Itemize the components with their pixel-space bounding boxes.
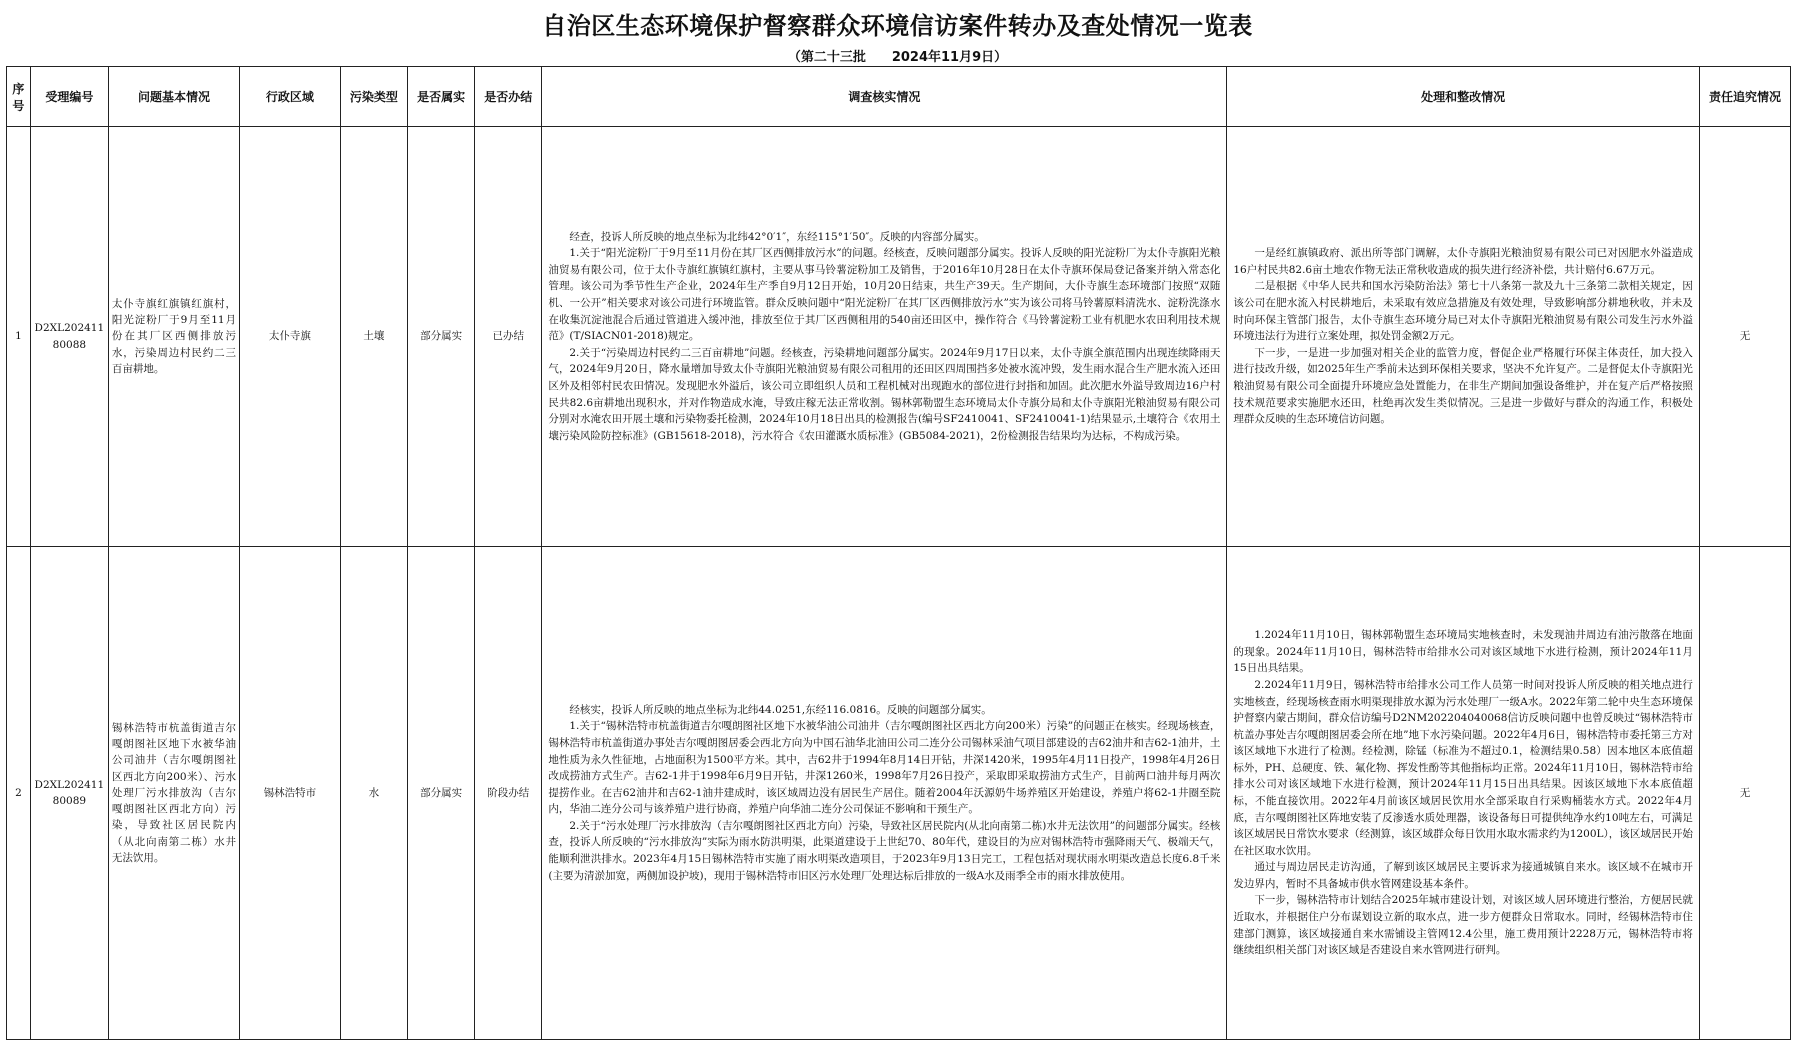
investigation-paragraph: 1.关于“阳光淀粉厂于9月至11月份在其厂区西侧排放污水”的问题。经核查，反映问题部分属实。投诉人反映的阳光淀粉厂为太仆寺旗阳光粮油贸易有限公司，位于太仆寺旗红旗镇红旗村，主要从事马铃薯淀粉加工及销售，于2016年10月28日在太仆寺旗环保局登记备案并纳入常态化管理。该公司为季节性生产企业，2024年生产季自9月12日开始，10月20日结束，共生产39天。生产期间，大仆寺旗生态环境部门按照“双随机、一公开”相关要求对该公司进行环境监管。群众反映问题中“阳光淀粉厂在其厂区西侧排放污水”实为该公司将马铃薯原料清洗水、淀粉洗涤水在收集沉淀池混合后通过管道进入缓冲池，排放至位于其厂区西侧租用的540亩还田区中，操作符合《马铃薯淀粉工业有机肥水农田利用技术规范》(T/SIACN01-2018)规定。 bbox=[548, 247, 1221, 343]
handling-paragraph: 1.2024年11月10日，锡林郭勒盟生态环境局实地核查时，未发现油井周边有油污散落在地面的现象。2024年11月10日，锡林浩特市给排水公司对该区域地下水进行检测，预计2024年11月15日出具结果。 bbox=[1233, 629, 1693, 675]
row-number: 1 bbox=[7, 127, 31, 547]
handling-details bbox=[1227, 127, 1700, 547]
handling-paragraph: 下一步，锡林浩特市计划结合2025年城市建设计划，对该区域人居环境进行整治，方便居民就近取水，并根据住户分布谋划设立新的取水点，进一步方便群众日常取水。同时，经锡林浩特市住建部门测算，该区域接通自来水需铺设主管网12.4公里，施工费用预计2228万元，锡林浩特市将继续组织相关部门对该区域是否建设自来水管网进行研判。 bbox=[1233, 894, 1693, 957]
header-cell: 责任追究情况 bbox=[1699, 67, 1790, 127]
region: 锡林浩特市 bbox=[240, 547, 341, 1040]
header-cell: 是否办结 bbox=[475, 67, 542, 127]
table-row bbox=[7, 547, 1791, 1040]
table-row bbox=[7, 127, 1791, 547]
handling-paragraph: 一是经红旗镇政府、派出所等部门调解，太仆寺旗阳光粮油贸易有限公司已对因肥水外溢造成16户村民共82.6亩土地农作物无法正常秋收造成的损失进行经济补偿，共计赔付6.67万元。 bbox=[1233, 247, 1693, 276]
completion-status: 阶段办结 bbox=[475, 547, 542, 1040]
header-cell: 行政区域 bbox=[240, 67, 341, 127]
handling-paragraph: 下一步，一是进一步加强对相关企业的监管力度，督促企业严格履行环保主体责任，加大投入进行技改升级，如2025年生产季前未达到环保相关要求，坚决不允许复产。二是督促太仆寺旗阳光粮油贸易有限公司全面提升环境应急处置能力，在非生产期间加强设备维护，并在复产后严格按照技术规范要求实施肥水还田，杜绝再次发生类似情况。三是进一步做好与群众的沟通工作，积极处理群众反映的生态环境信访问题。 bbox=[1233, 346, 1693, 426]
case-id: D2XL20241180089 bbox=[30, 547, 108, 1040]
pollution-type: 土壤 bbox=[340, 127, 407, 547]
problem-description: 锡林浩特市杭盖街道吉尔嘎朗图社区地下水被华油公司油井（吉尔嘎朗图社区西北方向200米）、污水处理厂污水排放沟（吉尔嘎朗图社区西北方向）污染，导致社区居民院内（从北向南第二栋）水井无法饮用。 bbox=[108, 547, 239, 1040]
row-number: 2 bbox=[7, 547, 31, 1040]
header-cell: 调查核实情况 bbox=[542, 67, 1227, 127]
verified-status: 部分属实 bbox=[408, 547, 475, 1040]
pollution-type: 水 bbox=[340, 547, 407, 1040]
header-cell: 问题基本情况 bbox=[108, 67, 239, 127]
accountability: 无 bbox=[1699, 127, 1790, 547]
completion-status: 已办结 bbox=[475, 127, 542, 547]
investigation-paragraph: 2.关于“污染周边村民约二三百亩耕地”问题。经核查，污染耕地问题部分属实。2024年9月17日以来，太仆寺旗全旗范围内出现连续降雨天气，2024年9月20日，降水量增加导致太仆寺旗阳光粮油贸易有限公司租用的还田区四周围挡多处被水流冲毁，发生雨水混合生产肥水流入还田区外及相邻村民农田情况。发现肥水外溢后，该公司立即组织人员和工程机械对出现跑水的部位进行封指和加固。此次肥水外溢导致周边16户村民共82.6亩耕地出现积水，并对作物造成水淹，导致庄稼无法正常收割。锡林郭勒盟生态环境局太仆寺旗分局和太仆寺旗阳光粮油贸易有限公司分别对水淹农田开展土壤和污染物委托检测，2024年10月18日出具的检测报告(编号SF2410041、SF2410041-1)结果显示,土壤符合《农用土壤污染风险防控标准》(GB15618-2018)，污水符合《农田灌溉水质标准》(GB5084-2021)，2份检测报告结果均为达标，不构成污染。 bbox=[548, 346, 1221, 442]
header-cell: 序号 bbox=[7, 67, 31, 127]
handling-paragraph: 2.2024年11月9日，锡林浩特市给排水公司工作人员第一时间对投诉人所反映的相关地点进行实地核查，经现场核查雨水明渠现排放水源为污水处理厂一级A水。2022年第二轮中央生态环境保护督察内蒙古期间，群众信访编号D2NM202204040068信访反映问题中也曾反映过“锡林浩特市杭盖办事处吉尔嘎朗图居委会所在地”地下水污染问题。2022年4月6日，锡林浩特市委托第三方对该区域地下水进行了检测。经检测，除锰（标准为不超过0.1，检测结果0.58）因本地区本底值超标外，PH、总硬度、铁、氟化物、挥发性酚等其他指标均正常。2024年11月10日，锡林浩特市给排水公司对该区域地下水进行检测，预计2024年11月15日出具结果。因该区域地下水本底值超标，不能直接饮用。2022年4月前该区域居民饮用水全部采取自行采购桶装水方式。2022年4月底，吉尔嘎朗图社区阵地安装了反渗透水质处理器，该设备每日可提供纯净水约10吨左右，可满足该区域居民日常饮水要求（经测算，该区域群众每日饮用水取水需求约为1200L），该区域居民开始在社区取水饮用。 bbox=[1233, 678, 1693, 857]
investigation-paragraph: 1.关于“锡林浩特市杭盖街道吉尔嘎朗图社区地下水被华油公司油井（吉尔嘎朗图社区西北方向200米）污染”的问题正在核实。经现场核查，锡林浩特市杭盖街道办事处吉尔嘎朗图居委会西北方向为中国石油华北油田公司二连分公司锡林采油气项目部建设的吉62油井和吉62-1油井，土地性质为永久性征地，占地面积为1500平方米。其中，吉62井于1994年8月14日开钻，井深1420米，1995年4月11日投产，1998年4月26日改成捞油方式生产。吉62-1井于1998年6月9日开钻，井深1260米，1998年7月26日投产，采取即采取捞油方式生产，目前两口油井每月两次提捞作业。在吉62油井和吉62-1油井建成时，该区域周边没有居民生产居住。随着2004年沃源奶牛场养殖区开始建设，养殖户将62-1井圈至院内，华油二连分公司与该养殖户进行协商，养殖户向华油二连分公司保证不影响和干预生产。 bbox=[548, 720, 1221, 816]
investigation-paragraph: 经核实，投诉人所反映的地点坐标为北纬44.0251,东经116.0816。反映的问题部分属实。 bbox=[569, 703, 992, 716]
problem-description: 太仆寺旗红旗镇红旗村，阳光淀粉厂于9月至11月份在其厂区西侧排放污水，污染周边村民约二三百亩耕地。 bbox=[108, 127, 239, 547]
header-cell: 受理编号 bbox=[30, 67, 108, 127]
handling-paragraph: 二是根据《中华人民共和国水污染防治法》第七十八条第一款及九十三条第二款相关规定，因该公司在肥水流入村民耕地后，未采取有效应急措施及有效处理，导致影响部分耕地秋收，并未及时向环保主管部门报告，太仆寺旗生态环境分局已对太仆寺旗阳光粮油贸易有限公司发生污水外溢环境违法行为进行立案处理，拟处罚金额2万元。 bbox=[1233, 280, 1693, 343]
case-id: D2XL20241180088 bbox=[30, 127, 108, 547]
handling-details bbox=[1227, 547, 1700, 1040]
cases-table bbox=[6, 66, 1791, 1040]
investigation-paragraph: 2.关于“污水处理厂污水排放沟（吉尔嘎朗图社区西北方向）污染，导致社区居民院内(从北向南第二栋)水井无法饮用”的问题部分属实。经核查，投诉人所反映的“污水排放沟”实际为雨水防洪明渠，此渠道建设于上世纪70、80年代，建设目的为应对锡林浩特市强降雨天气、极端天气，能顺利泄洪排水。2023年4月15日锡林浩特市实施了雨水明渠改造项目，于2023年9月13日完工，工程包括对现状雨水明渠改造总长度6.8千米(主要为清淤加宽，两侧加设护坡)，现用于锡林浩特市旧区污水处理厂处理达标后排放的一级A水及雨季全市的雨水排放使用。 bbox=[548, 819, 1221, 882]
region: 太仆寺旗 bbox=[240, 127, 341, 547]
header-cell: 处理和整改情况 bbox=[1227, 67, 1700, 127]
investigation-paragraph: 经查，投诉人所反映的地点坐标为北纬42°0′1″，东经115°1′50″。反映的内容部分属实。 bbox=[569, 230, 985, 243]
document-title: 自治区生态环境保护督察群众环境信访案件转办及查处情况一览表 bbox=[542, 12, 1253, 40]
accountability: 无 bbox=[1699, 547, 1790, 1040]
header-row bbox=[7, 67, 1791, 127]
handling-paragraph: 通过与周边居民走访沟通，了解到该区域居民主要诉求为接通城镇自来水。该区域不在城市开发边界内，暂时不具备城市供水管网建设基本条件。 bbox=[1233, 861, 1693, 890]
header-cell: 是否属实 bbox=[408, 67, 475, 127]
verified-status: 部分属实 bbox=[408, 127, 475, 547]
document-subtitle: （第二十三批 2024年11月9日） bbox=[787, 50, 1008, 65]
header-cell: 污染类型 bbox=[340, 67, 407, 127]
investigation-details bbox=[542, 547, 1227, 1040]
investigation-details bbox=[542, 127, 1227, 547]
